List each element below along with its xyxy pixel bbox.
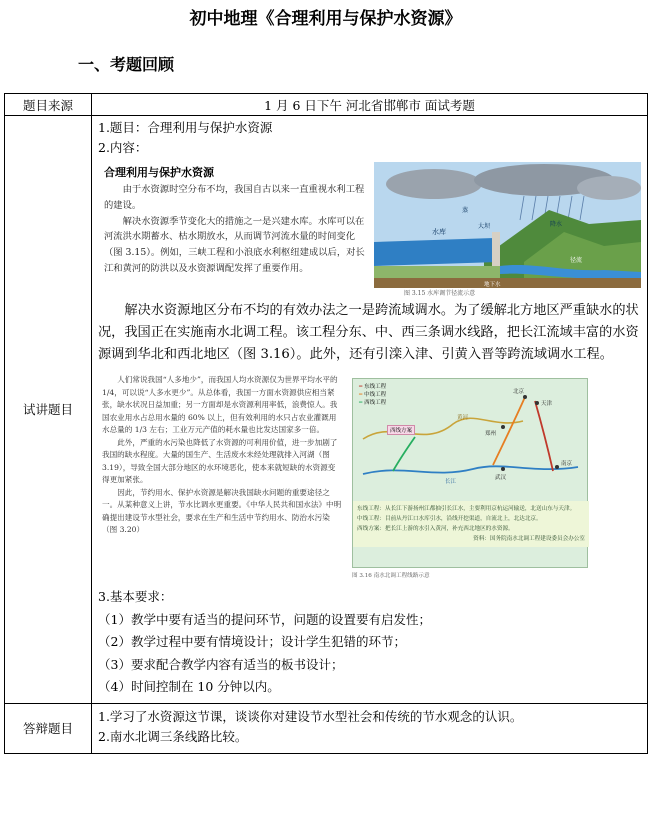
defense-content-cell	[92, 703, 648, 753]
place-wuhan: 武汉	[495, 475, 507, 481]
water-transfer-map	[352, 378, 588, 568]
figure1-para2: 解决水资源季节变化大的措施之一是兴建水库。水库可以在河流洪水期蓄水、枯水期放水，从而调节河流水量的时间变化（图 3.15）。例如，三峡工程和小浪底水利枢纽建成以后，对长江和黄河的防洪以及水资源调配发挥了重要作用。	[104, 215, 365, 274]
label-groundwater: 地下水	[484, 282, 501, 288]
source-label: 题目来源	[5, 94, 92, 116]
trial-row	[5, 116, 648, 704]
legend-east: ━ 东线工程	[359, 384, 387, 390]
map-notes	[353, 501, 589, 547]
figure2-para3: 因此，节约用水、保护水资源是解决我国缺水问题的重要途径之一。从某种意义上讲，节水比调水更重要。《中华人民共和国水法》中明确提出建设节水型社会，要求在生产和生活中节约用水、防治水污染（图 3.20）	[102, 487, 342, 534]
requirements-label: 3.基本要求：	[98, 589, 173, 604]
trial-topic: 1.题目：合理利用与保护水资源	[98, 120, 273, 135]
middle-route	[493, 397, 525, 465]
map-lines	[353, 379, 589, 501]
dam-wall	[492, 232, 500, 268]
west-plan-tag: 西线方案	[387, 425, 415, 435]
legend-west: ━ 西线工程	[359, 400, 387, 406]
legend-middle: ━ 中线工程	[359, 392, 387, 398]
requirement-4: （4）时间控制在 10 分钟以内。	[98, 679, 280, 695]
textbook-figure-2	[102, 374, 642, 580]
place-zhengzhou: 郑州	[485, 431, 497, 437]
requirement-3: （3）要求配合教学内容有适当的板书设计；	[98, 656, 344, 672]
content-label: 2.内容：	[98, 140, 148, 155]
label-evaporation: 蒸	[462, 207, 469, 214]
cloud-far	[577, 176, 641, 200]
figure2-para1: 人们常说我国“人多地少”，而我国人均水资源仅为世界平均水平的 1/4，可以说“人多水更少”。从总体看，我国一方面水资源供应相当紧张，缺水状况日益加重；另一方面却是水资源利用率低，浪费惊人。我国农业用水占总用水量的 60% 以上，但有效利用的水只占农业灌溉用水总量的 1/3 左右；工业万元产值的耗水量也比发达国家多一倍。	[102, 375, 338, 434]
city-beijing	[523, 395, 527, 399]
defense-label: 答辩题目	[5, 703, 92, 753]
place-tianjin: 天津	[541, 401, 553, 407]
west-route	[393, 437, 415, 471]
note-west: 西线方案：把长江上游的水引入黄河，补充西北地区的水资源。	[357, 526, 514, 532]
defense-question-2: 2.南水北调三条线路比较。	[98, 728, 248, 744]
note-middle: 中线工程：目前从丹江口水库引水，沿线开挖渠道，自流北上，北达北京。	[357, 516, 542, 522]
exam-table	[4, 93, 648, 754]
figure2-para2: 此外，严重的水污染也降低了水资源的可利用价值，进一步加剧了我国的缺水程度。大量的国生产、生活废水未经处理就排入河湖（图 3.19），导致全国大部分地区的水环境恶化，使本来就短缺的水资源变得更加紧张。	[102, 437, 338, 484]
east-route	[535, 401, 553, 471]
page-title: 初中地理《合理利用与保护水资源》	[189, 9, 462, 29]
city-tianjin	[535, 401, 539, 405]
groundwater-strip	[374, 278, 641, 288]
label-runoff: 径流	[570, 257, 583, 264]
section-heading: 一、考题回顾	[78, 55, 175, 74]
place-beijing: 北京	[513, 389, 525, 395]
defense-question-1: 1.学习了水资源这节课，谈谈你对建设节水型社会和传统的节水观念的认识。	[98, 708, 523, 724]
city-wuhan	[501, 467, 505, 471]
place-yellow-river: 黄河	[457, 415, 469, 421]
place-yangtze: 长江	[445, 479, 457, 485]
city-zhengzhou	[501, 425, 505, 429]
figure1-para1: 由于水资源时空分布不均，我国自古以来一直重视水利工程的建设。	[104, 184, 365, 211]
figure1-heading: 合理利用与保护水资源	[104, 166, 214, 179]
trial-label: 试讲题目	[5, 116, 92, 704]
figure1-caption: 图 3.15 水库调节径流示意	[404, 290, 476, 297]
main-paragraph: 解决水资源地区分布不均的有效办法之一是跨流域调水。为了缓解北方地区严重缺水的状况，我国正在实施南水北调工程。该工程分东、中、西三条调水线路，把长江流域丰富的水资源调到华北和西北地区（图 3.16）。此外，还有引滦入津、引黄入晋等跨流域调水工程。	[98, 303, 639, 362]
figure2-text	[102, 374, 342, 537]
defense-row	[5, 703, 648, 753]
label-reservoir: 水库	[432, 228, 446, 236]
source-row	[5, 94, 648, 116]
requirement-2: （2）教学过程中要有情境设计；设计学生犯错的环节；	[98, 634, 406, 650]
map-legend	[359, 383, 386, 407]
city-nanjing	[555, 465, 559, 469]
source-value: 1 月 6 日下午 河北省邯郸市 面试考题	[92, 94, 648, 116]
label-precipitation: 降水	[550, 221, 563, 228]
reservoir-illustration	[374, 162, 641, 288]
note-east: 东线工程：从长江下游扬州江都抽引长江水，主要利用京杭运河输送，北送山东与天津。	[357, 506, 576, 512]
place-nanjing: 南京	[561, 461, 573, 467]
trial-content-cell	[92, 116, 648, 704]
reservoir-water	[374, 238, 499, 266]
label-dam: 大坝	[478, 223, 491, 230]
textbook-figure-1	[104, 162, 641, 298]
requirement-1: （1）教学中要有适当的提问环节，问题的设置要有启发性；	[98, 611, 431, 627]
cloud-left	[386, 169, 482, 199]
note-source: 资料：国务院南水北调工程建设委员会办公室	[473, 536, 585, 542]
figure2-caption: 图 3.16 南水北调工程线路示意	[352, 573, 430, 579]
figure1-text	[104, 182, 366, 277]
